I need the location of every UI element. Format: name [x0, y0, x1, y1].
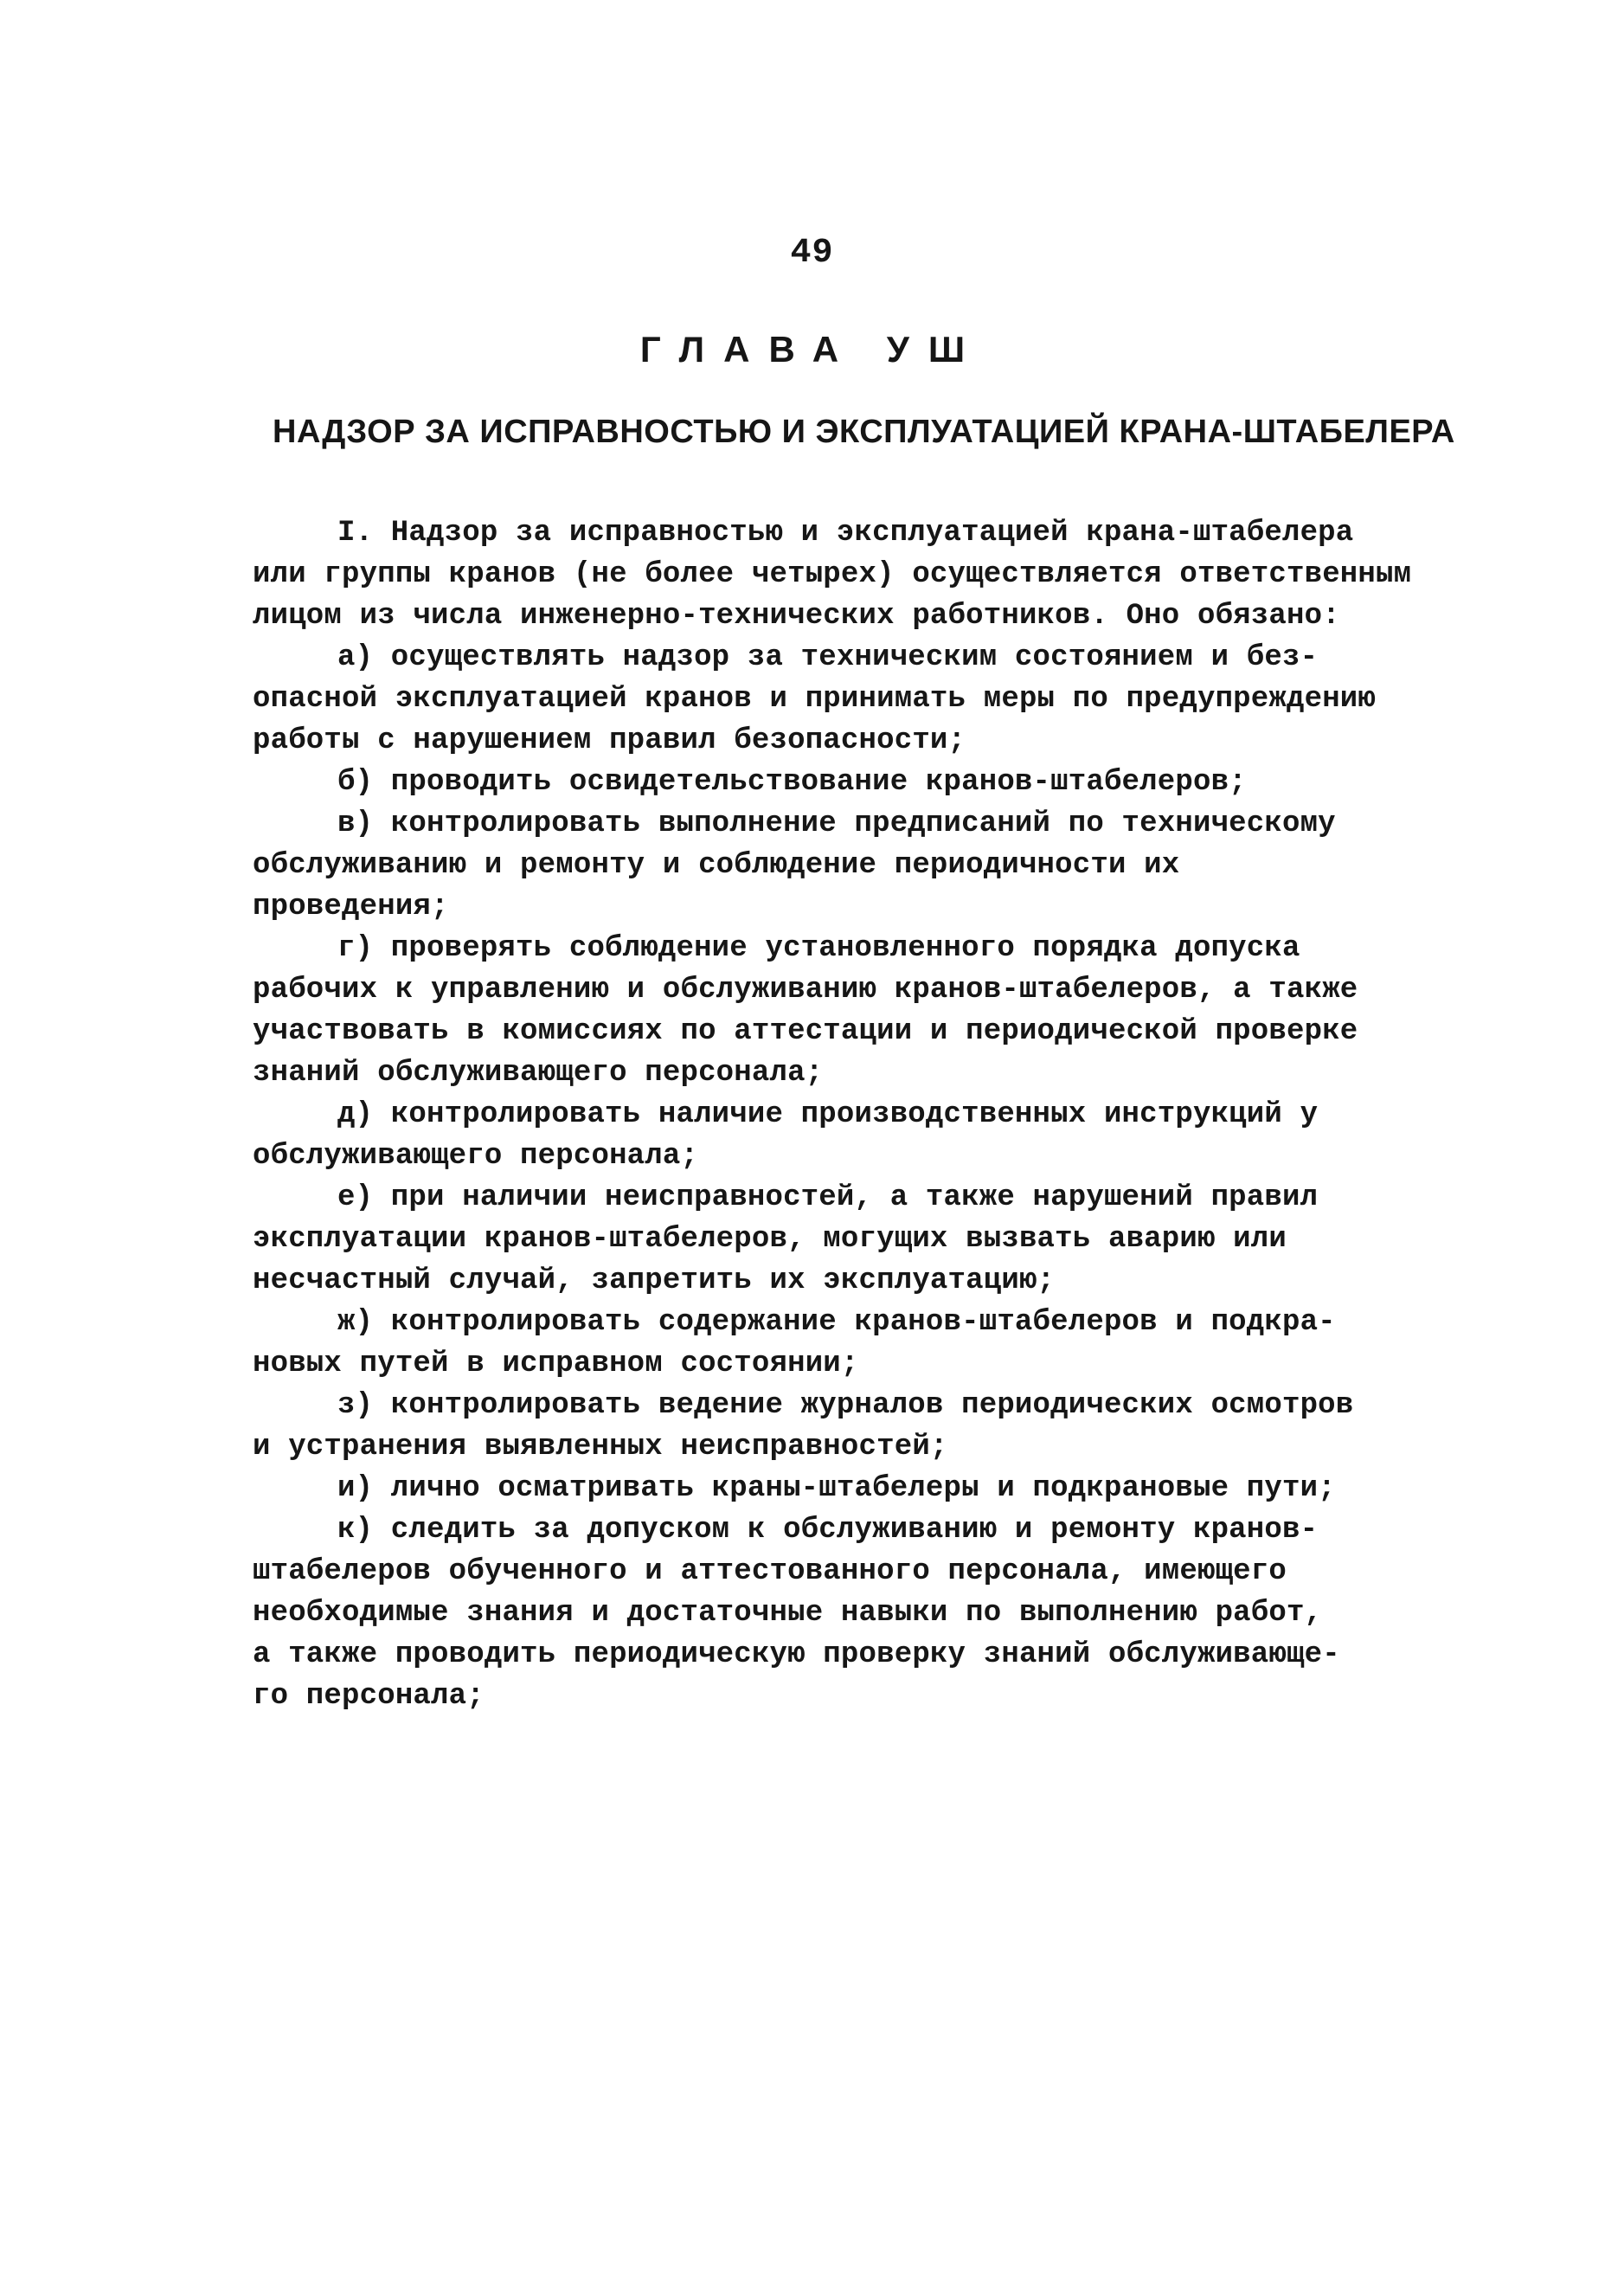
text-line: или группы кранов (не более четырех) осуществляется ответственным	[253, 558, 1412, 591]
text-line: к) следить за допуском к обслуживанию и ремонту кранов-	[337, 1514, 1319, 1547]
page-number: 49	[790, 234, 834, 273]
text-line: б) проводить освидетельствование кранов-штабелеров;	[337, 766, 1247, 799]
section-title: НАДЗОР ЗА ИСПРАВНОСТЬЮ И ЭКСПЛУАТАЦИЕЙ КРАНА-ШТАБЕЛЕРА	[273, 414, 1455, 450]
text-line: обслуживанию и ремонту и соблюдение периодичности их	[253, 849, 1180, 882]
text-line: необходимые знания и достаточные навыки по выполнению работ,	[253, 1597, 1323, 1630]
text-line: знаний обслуживающего персонала;	[253, 1057, 824, 1090]
text-line: I. Надзор за исправностью и эксплуатацией крана-штабелера	[337, 517, 1354, 550]
text-line: а также проводить периодическую проверку знаний обслуживающе-	[253, 1638, 1340, 1671]
text-line: а) осуществлять надзор за техническим состоянием и без-	[337, 641, 1319, 674]
text-line: участвовать в комиссиях по аттестации и периодической проверке	[253, 1015, 1358, 1048]
text-line: новых путей в исправном состоянии;	[253, 1348, 859, 1380]
text-line: работы с нарушением правил безопасности;	[253, 724, 966, 757]
text-line: г) проверять соблюдение установленного порядка допуска	[337, 932, 1300, 965]
text-line: в) контролировать выполнение предписаний по техническому	[337, 807, 1336, 840]
text-line: проведения;	[253, 891, 449, 923]
text-line: опасной эксплуатацией кранов и принимать меры по предупреждению	[253, 683, 1377, 716]
text-line: эксплуатации кранов-штабелеров, могущих вызвать аварию или	[253, 1223, 1287, 1256]
body-text	[253, 512, 1412, 1717]
text-line: штабелеров обученного и аттестованного персонала, имеющего	[253, 1555, 1287, 1588]
text-line: го персонала;	[253, 1680, 485, 1713]
text-line: е) при наличии неисправностей, а также нарушений правил	[337, 1181, 1319, 1214]
text-line: рабочих к управлению и обслуживанию кранов-штабелеров, а также	[253, 974, 1358, 1007]
text-line: ж) контролировать содержание кранов-штабелеров и подкра-	[337, 1306, 1336, 1339]
text-line: и устранения выявленных неисправностей;	[253, 1431, 948, 1464]
text-line: и) лично осматривать краны-штабелеры и подкрановые пути;	[337, 1472, 1336, 1505]
text-line: несчастный случай, запретить их эксплуатацию;	[253, 1264, 1056, 1297]
text-line: д) контролировать наличие производственных инструкций у	[337, 1098, 1319, 1131]
text-line: з) контролировать ведение журналов периодических осмотров	[337, 1389, 1354, 1422]
chapter-title: ГЛАВА УШ	[639, 329, 985, 370]
text-line: лицом из числа инженерно-технических работников. Оно обязано:	[253, 600, 1340, 633]
text-line: обслуживающего персонала;	[253, 1140, 699, 1173]
